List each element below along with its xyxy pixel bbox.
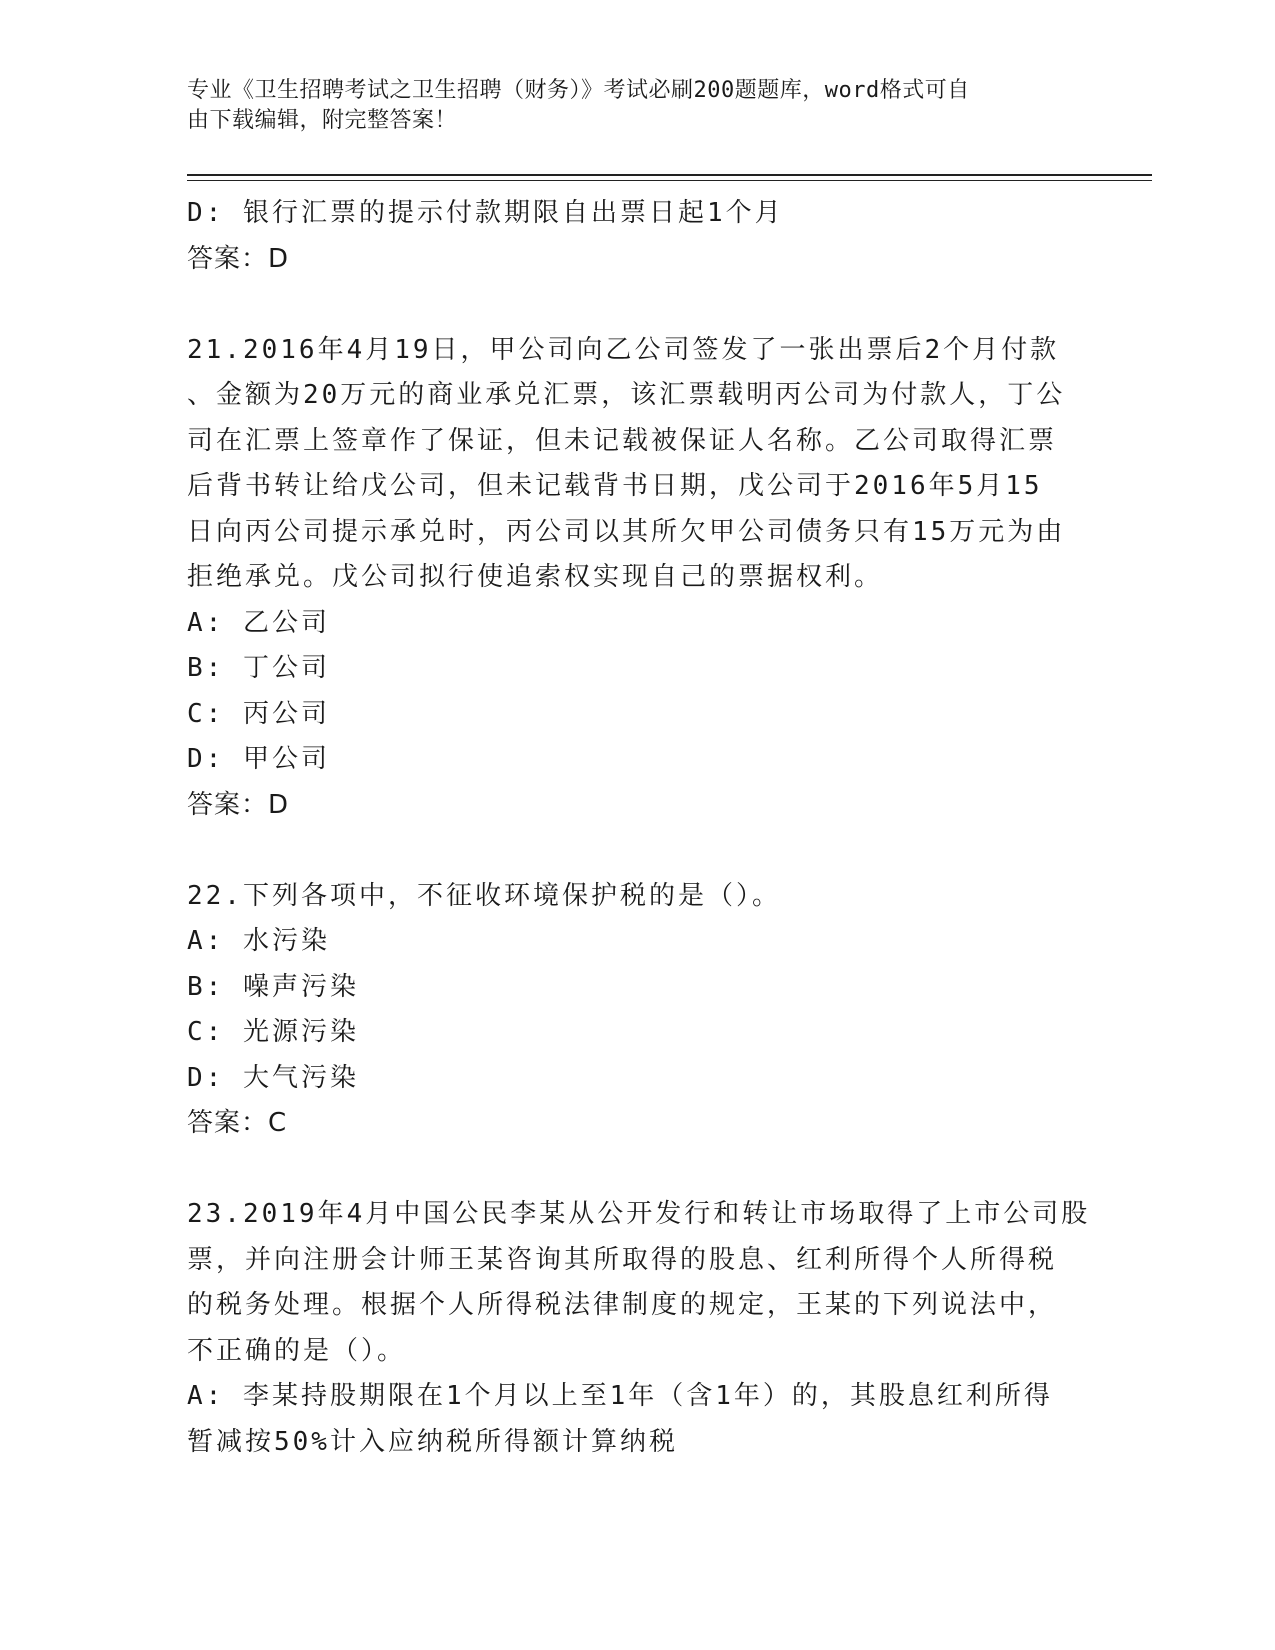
question-23-line-3: 的税务处理。根据个人所得税法律制度的规定，王某的下列说法中，: [187, 1290, 1058, 1320]
question-23-line-4: 不正确的是（）。: [187, 1335, 407, 1366]
question-21-line-1: 21.2016年4月19日，甲公司向乙公司签发了一张出票后2个月付款: [187, 334, 1060, 365]
question-21-line-2: 、金额为20万元的商业承兑汇票，该汇票载明丙公司为付款人，丁公: [187, 380, 1066, 410]
question-21-line-3: 司在汇票上签章作了保证，但未记载被保证人名称。乙公司取得汇票: [187, 425, 1058, 456]
question-22-line-1: 22.下列各项中，不征收环境保护税的是（）。: [187, 880, 781, 911]
question-21: [187, 328, 1087, 829]
question-23: [187, 1192, 1091, 1465]
question-21-line-4: 后背书转让给戊公司，但未记载背书日期，戊公司于2016年5月15: [187, 471, 1043, 501]
question-22-answer: 答案：C: [187, 1108, 288, 1138]
question-23-option-a-line-2: 暂减按50%计入应纳税所得额计算纳税: [187, 1426, 678, 1457]
question-21-line-6: 拒绝承兑。戊公司拟行使追索权实现自己的票据权利。: [187, 562, 884, 592]
header-divider-thick: [187, 174, 1152, 176]
question-22: [187, 874, 1087, 1147]
question-21-line-5: 日向丙公司提示承兑时，丙公司以其所欠甲公司债务只有15万元为由: [187, 516, 1066, 547]
question-22-option-b: B: 噪声污染: [187, 971, 359, 1002]
header-divider-thin: [187, 180, 1152, 181]
question-21-option-d: D: 甲公司: [187, 744, 330, 774]
question-23-line-2: 票，并向注册会计师王某咨询其所取得的股息、红利所得个人所得税: [187, 1244, 1058, 1275]
question-21-option-b: B: 丁公司: [187, 653, 330, 683]
spacer: [187, 828, 1087, 874]
question-23-line-1: 23.2019年4月中国公民李某从公开发行和转让市场取得了上市公司股: [187, 1199, 1091, 1229]
header-line-2: 由下载编辑，附完整答案！: [187, 108, 458, 133]
document-body: [187, 191, 1091, 1465]
header-line-1: 专业《卫生招聘考试之卫生招聘（财务）》考试必刷200题题库，word格式可自: [187, 78, 970, 103]
question-21-option-c: C: 丙公司: [187, 698, 330, 729]
question-22-option-d: D: 大气污染: [187, 1062, 359, 1093]
document-header: [187, 76, 1067, 136]
prev-answer: 答案：D: [187, 243, 290, 274]
question-22-option-a: A: 水污染: [187, 926, 330, 956]
spacer: [187, 1147, 1087, 1193]
question-21-option-a: A: 乙公司: [187, 607, 330, 638]
question-23-option-a-line-1: A: 李某持股期限在1个月以上至1年（含1年）的，其股息红利所得: [187, 1381, 1053, 1411]
question-21-answer: 答案：D: [187, 789, 290, 820]
spacer: [187, 282, 1087, 328]
question-22-option-c: C: 光源污染: [187, 1017, 359, 1047]
prev-option-d: D: 银行汇票的提示付款期限自出票日起1个月: [187, 198, 784, 228]
